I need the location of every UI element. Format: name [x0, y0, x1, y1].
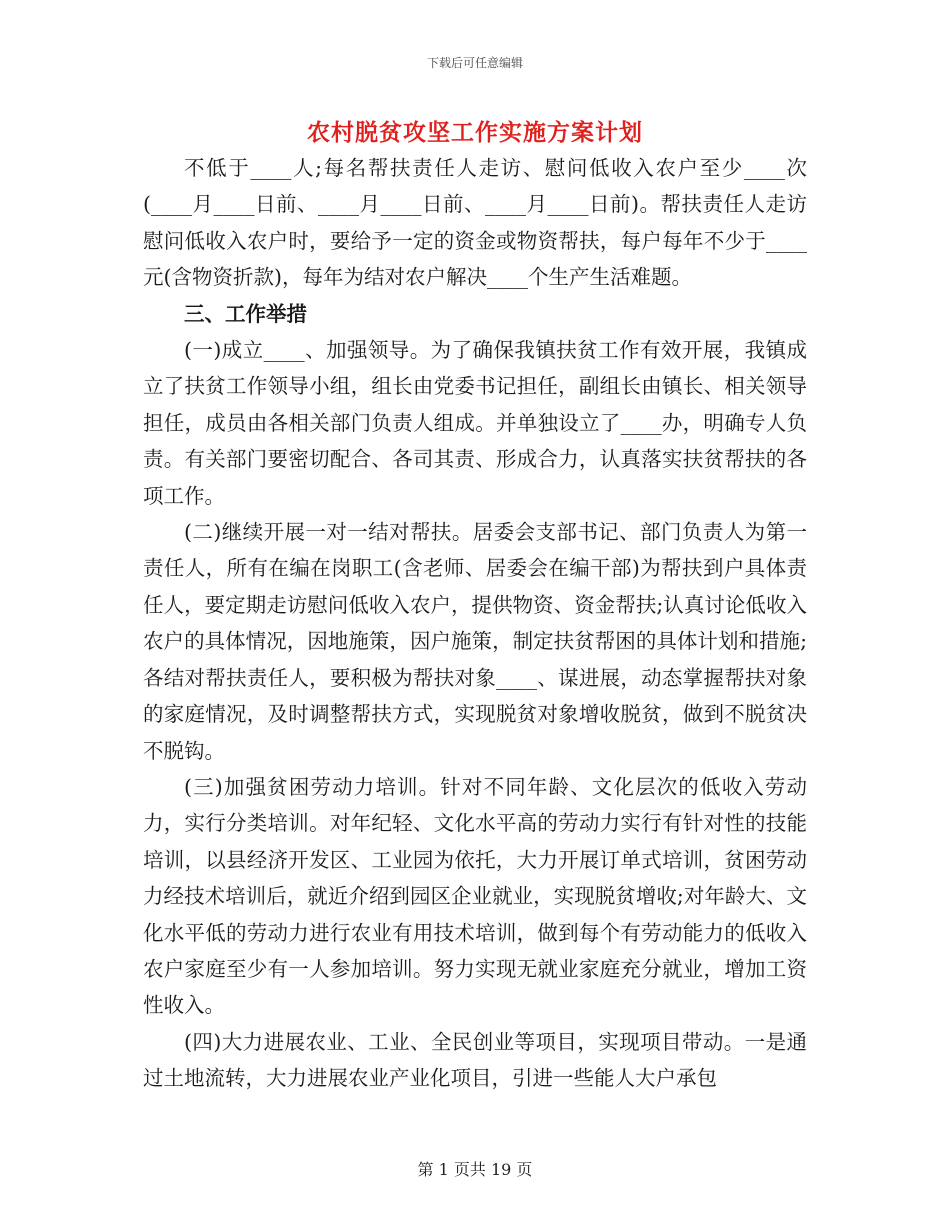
page-header: 下载后可任意编辑	[426, 56, 523, 70]
page-footer: 第 1 页共 19 页	[417, 1160, 533, 1179]
document-title: 农村脱贫攻坚工作实施方案计划	[307, 119, 643, 146]
section-heading-measures: 三、工作举措	[184, 301, 307, 326]
paragraph-labor-training: (三)加强贫困劳动力培训。针对不同年龄、文化层次的低收入劳动力，实行分类培训。对年纪轻、文化水平高的劳动力实行有针对性的技能培训，以县经济开发区、工业园为依托，大力开展订单式培训，贫困劳动力经技术培训后，就近介绍到园区企业就业，实现脱贫增收;对年龄大、文化水平低的劳动力进行农业有用技术培训，做到每个有劳动能力的低收入农户家庭至少有一人参加培训。努力实现无就业家庭充分就业，增加工资性收入。	[143, 774, 807, 1018]
document-body	[143, 150, 807, 1097]
paragraph-requirements: 不低于____人;每名帮扶责任人走访、慰问低收入农户至少____次(____月____日前、____月____日前、____月____日前)。帮扶责任人走访慰问低收入农户时，要给予一定的资金或物资帮扶，每户每年不少于____元(含物资折款)，每年为结对农户解决____个生产生活难题。	[143, 156, 807, 290]
paragraph-leadership: (一)成立____、加强领导。为了确保我镇扶贫工作有效开展，我镇成立了扶贫工作领导小组，组长由党委书记担任，副组长由镇长、相关领导担任，成员由各相关部门负责人组成。并单独设立了____办，明确专人负责。有关部门要密切配合、各司其责、形成合力，认真落实扶贫帮扶的各项工作。	[143, 338, 807, 508]
paragraph-pairing-support: (二)继续开展一对一结对帮扶。居委会支部书记、部门负责人为第一责任人，所有在编在岗职工(含老师、居委会在编干部)为帮扶到户具体责任人，要定期走访慰问低收入农户，提供物资、资金帮扶;认真讨论低收入农户的具体情况，因地施策，因户施策，制定扶贫帮困的具体计划和措施;各结对帮扶责任人，要积极为帮扶对象____、谋进展，动态掌握帮扶对象的家庭情况，及时调整帮扶方式，实现脱贫对象增收脱贫，做到不脱贫决不脱钩。	[143, 520, 807, 763]
paragraph-projects: (四)大力进展农业、工业、全民创业等项目，实现项目带动。一是通过土地流转，大力进展农业产业化项目，引进一些能人大户承包	[143, 1029, 807, 1091]
